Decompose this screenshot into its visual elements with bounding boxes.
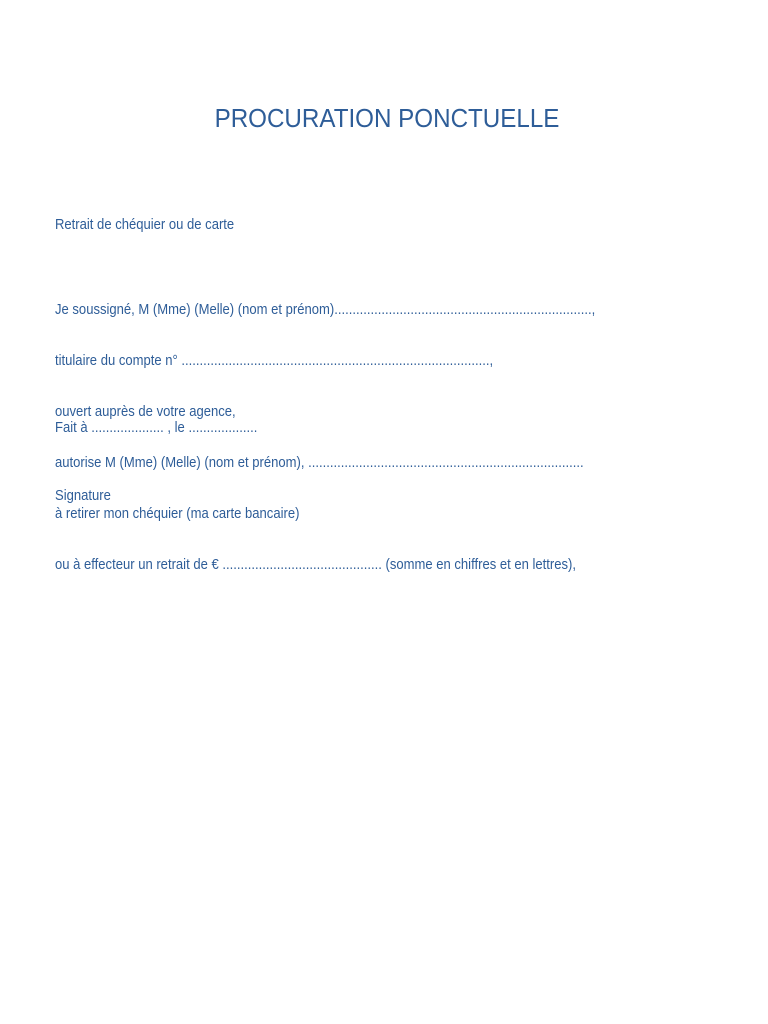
body-line: à retirer mon chéquier (ma carte bancaire) <box>55 506 300 522</box>
document-title: PROCURATION PONCTUELLE <box>214 103 560 133</box>
body-line: ou à effecteur un retrait de € ............................................ (somme en chiffres et en lettres), <box>55 557 577 573</box>
body-line: ouvert auprès de votre agence, <box>55 404 236 420</box>
procuration-body <box>55 268 595 608</box>
body-line: titulaire du compte n° ....................................................................................., <box>55 353 494 369</box>
place-date-line: Fait à .................... , le ................... <box>55 420 258 436</box>
signature-label: Signature <box>55 488 111 504</box>
body-line: Je soussigné, M (Mme) (Melle) (nom et prénom)......................................................................., <box>55 302 596 318</box>
document-subject: Retrait de chéquier ou de carte <box>55 217 235 233</box>
body-line: autorise M (Mme) (Melle) (nom et prénom), ............................................................................ <box>55 455 584 471</box>
